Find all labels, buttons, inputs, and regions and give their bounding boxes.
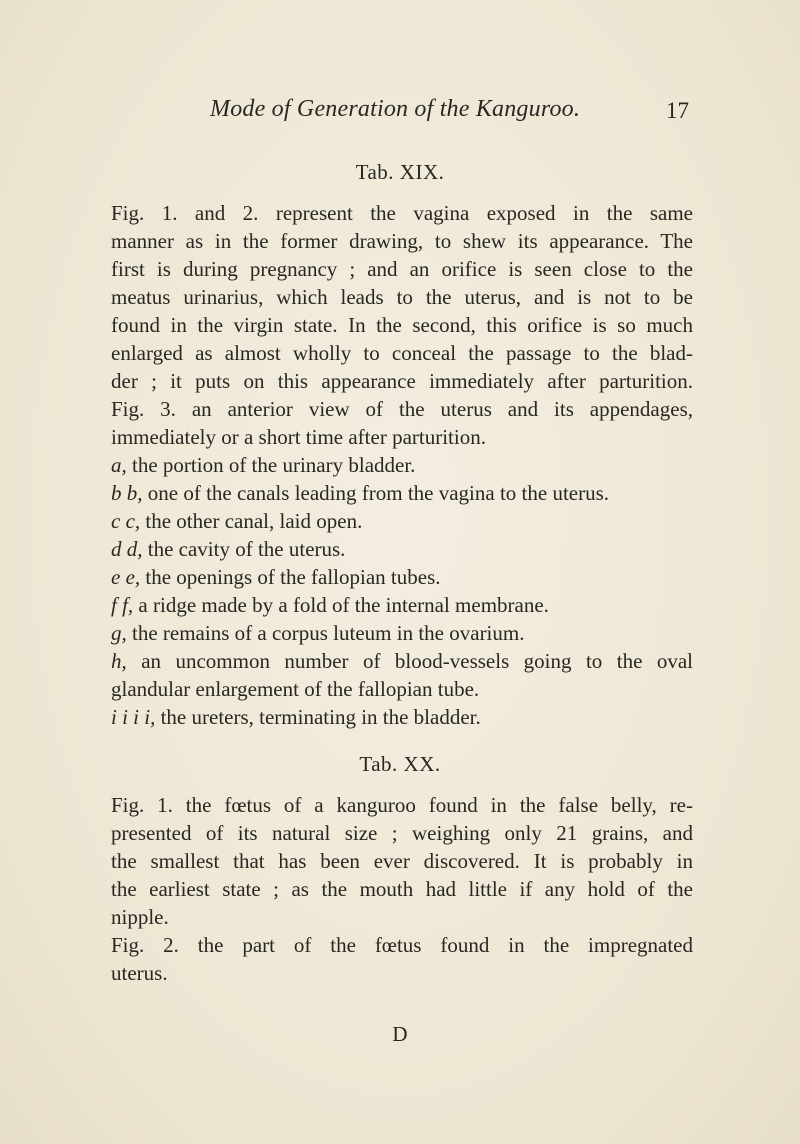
figure-key-item (111, 619, 693, 647)
item-text: the remains of a corpus luteum in the ovarium. (126, 621, 525, 645)
item-label: d d, (111, 537, 143, 561)
page-header (0, 96, 800, 126)
paragraph-line: enlarged as almost wholly to conceal the passage to the blad- (111, 341, 693, 365)
item-label: c c, (111, 509, 141, 533)
paragraph-line: meatus urinarius, which leads to the uterus, and is not to be (111, 285, 693, 309)
item-label: e e, (111, 565, 141, 589)
item-label: i i i i, (111, 705, 156, 729)
signature-mark: D (392, 1022, 408, 1046)
paragraph-line: the smallest that has been ever discovered. It is probably in (111, 849, 693, 873)
paragraph-line: Fig. 2. the part of the fœtus found in the impregnated (111, 933, 693, 957)
item-label: a, (111, 453, 127, 477)
running-title: Mode of Generation of the Kanguroo. (210, 96, 581, 122)
figure-key-item (111, 479, 693, 507)
item-text: the ureters, terminating in the bladder. (155, 705, 481, 729)
item-text: the other canal, laid open. (140, 509, 363, 533)
section-heading-tab-xx: Tab. XX. (359, 752, 441, 776)
item-label: h, (111, 649, 127, 673)
paragraph-line: the earliest state ; as the mouth had little if any hold of the (111, 877, 693, 901)
figure-key-item (111, 563, 693, 591)
paragraph-line: der ; it puts on this appearance immediately after parturition. (111, 369, 693, 393)
paragraph-line: nipple. (111, 905, 169, 929)
paragraph-line: presented of its natural size ; weighing only 21 grains, and (111, 821, 693, 845)
figure-key-item (111, 647, 693, 675)
figure-key-item (111, 591, 693, 619)
paragraph-line: Fig. 1. the fœtus of a kanguroo found in the false belly, re- (111, 793, 693, 817)
paragraph-line: Fig. 3. an anterior view of the uterus and its appendages, (111, 397, 693, 421)
item-text: a ridge made by a fold of the internal membrane. (133, 593, 549, 617)
page-number: 17 (666, 98, 689, 123)
item-text: the cavity of the uterus. (142, 537, 346, 561)
item-text: the openings of the fallopian tubes. (140, 565, 441, 589)
paragraph-line: Fig. 1. and 2. represent the vagina exposed in the same (111, 201, 693, 225)
item-text: the portion of the urinary bladder. (126, 453, 416, 477)
figure-key-item (111, 535, 693, 563)
paragraph-line: glandular enlargement of the fallopian tube. (111, 677, 480, 701)
figure-key-item (111, 703, 693, 731)
paragraph-line: uterus. (111, 961, 168, 985)
item-label: g, (111, 621, 127, 645)
paragraph-line: immediately or a short time after parturition. (111, 425, 486, 449)
section-heading-tab-xix: Tab. XIX. (355, 160, 445, 184)
item-label: b b, (111, 481, 143, 505)
figure-key-item (111, 451, 693, 479)
item-text: one of the canals leading from the vagina to the uterus. (142, 481, 610, 505)
figure-key-item (111, 507, 693, 535)
paragraph-line: manner as in the former drawing, to shew its appearance. The (111, 229, 693, 253)
paragraph-line: found in the virgin state. In the second, this orifice is so much (111, 313, 693, 337)
item-text: an uncommon number of blood-vessels going to the oval (126, 649, 693, 673)
item-label: f f, (111, 593, 134, 617)
paragraph-line: first is during pregnancy ; and an orifice is seen close to the (111, 257, 693, 281)
